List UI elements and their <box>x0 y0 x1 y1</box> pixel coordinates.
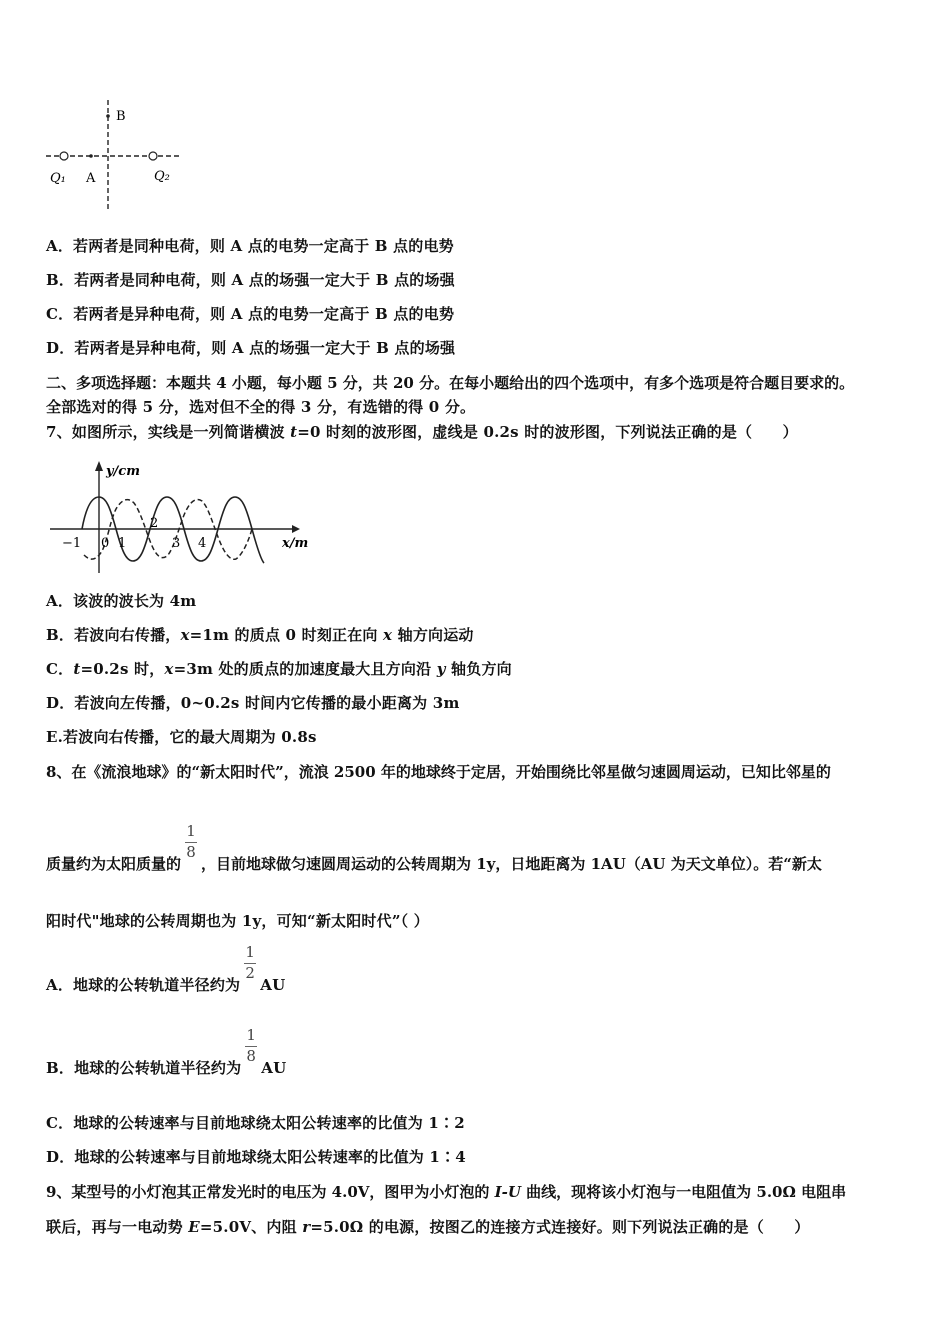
label-a: A <box>86 171 96 186</box>
wave-graph <box>44 455 314 580</box>
point-a-dot <box>89 154 93 158</box>
tick-neg1: −1 <box>62 536 82 551</box>
tick-0: 0 <box>101 536 110 551</box>
q7-option-b: B．若波向右传播，x=1m 的质点 0 时刻正在向 x 轴方向运动 <box>46 626 474 644</box>
label-b: B <box>116 109 126 124</box>
q8-stem-line3: 阳时代"地球的公转周期也为 1y，可知“新太阳时代”（ ） <box>46 912 429 930</box>
q9-stem-line2: 联后，再与一电动势 E=5.0V、内阻 r=5.0Ω 的电源，按图乙的连接方式连接好。则下列说法正确的是（ ） <box>46 1218 810 1236</box>
tick-1: 1 <box>118 536 127 551</box>
q7-option-d: D．若波向左传播，0~0.2s 时间内它传播的最小距离为 3m <box>46 694 460 712</box>
q6-option-c: C．若两者是异种电荷，则 A 点的电势一定高于 B 点的电势 <box>46 305 455 323</box>
point-b-dot <box>106 114 110 118</box>
charge-q1-dot <box>60 152 68 160</box>
q8-option-b: B．地球的公转轨道半径约为 $\frac{1}{8}$ AU <box>46 1026 287 1077</box>
fraction-one-eighth: $\frac{1}{8}$ <box>186 822 196 861</box>
q7-stem: 7、如图所示，实线是一列简谐横波 t=0 时刻的波形图，虚线是 0.2s 时的波形图，下列说法正确的是（ ） <box>46 423 798 441</box>
label-q1: Q₁ <box>50 171 66 186</box>
q8-option-c: C．地球的公转速率与目前地球绕太阳公转速率的比值为 1∶2 <box>46 1114 465 1132</box>
q8-stem-line1: 8、在《流浪地球》的“新太阳时代”，流浪 2500 年的地球终于定居，开始围绕比邻星做匀速圆周运动，已知比邻星的 <box>46 763 831 781</box>
q6-option-d: D．若两者是异种电荷，则 A 点的场强一定大于 B 点的场强 <box>46 339 456 357</box>
q7-option-a: A．该波的波长为 4m <box>46 592 197 610</box>
q8-stem-line2: 质量约为太阳质量的 $\frac{1}{8}$ ，目前地球做匀速圆周运动的公转周期为 1y，日地距离为 1AU（AU 为天文单位）。若“新太 <box>46 822 822 873</box>
q6-option-b: B．若两者是同种电荷，则 A 点的场强一定大于 B 点的场强 <box>46 271 455 289</box>
y-axis-label: y/cm <box>106 464 140 479</box>
fraction-one-eighth-b: $\frac{1}{8}$ <box>246 1026 257 1065</box>
label-q2: Q₂ <box>154 169 170 184</box>
q6-option-a: A．若两者是同种电荷，则 A 点的电势一定高于 B 点的电势 <box>46 237 454 255</box>
y-axis-arrow-icon <box>95 461 103 471</box>
q7-option-c: C．t=0.2s 时，x=3m 处的质点的加速度最大且方向沿 y 轴负方向 <box>46 660 512 678</box>
q9-stem-line1: 9、某型号的小灯泡其正常发光时的电压为 4.0V，图甲为小灯泡的 I-U 曲线，现将该小灯泡与一电阻值为 5.0Ω 电阻串 <box>46 1183 847 1201</box>
charge-q2-dot <box>149 152 157 160</box>
fraction-one-half: $\frac{1}{2}$ <box>245 943 256 982</box>
section2-heading-line2: 全部选对的得 5 分，选对但不全的得 3 分，有选错的得 0 分。 <box>46 398 476 416</box>
charges-figure <box>44 96 184 216</box>
q8-option-d: D．地球的公转速率与目前地球绕太阳公转速率的比值为 1∶4 <box>46 1148 466 1166</box>
x-axis-arrow-icon <box>292 525 300 533</box>
tick-3: 3 <box>172 536 181 551</box>
q8-option-a: A．地球的公转轨道半径约为 $\frac{1}{2}$ AU <box>46 943 286 994</box>
tick-4: 4 <box>198 536 207 551</box>
q7-option-e: E.若波向右传播，它的最大周期为 0.8s <box>46 728 317 746</box>
section2-heading-line1: 二、多项选择题：本题共 4 小题，每小题 5 分，共 20 分。在每小题给出的四个选项中，有多个选项是符合题目要求的。 <box>46 374 855 392</box>
x-axis-label: x/m <box>282 536 309 551</box>
tick-2: 2 <box>150 516 159 531</box>
